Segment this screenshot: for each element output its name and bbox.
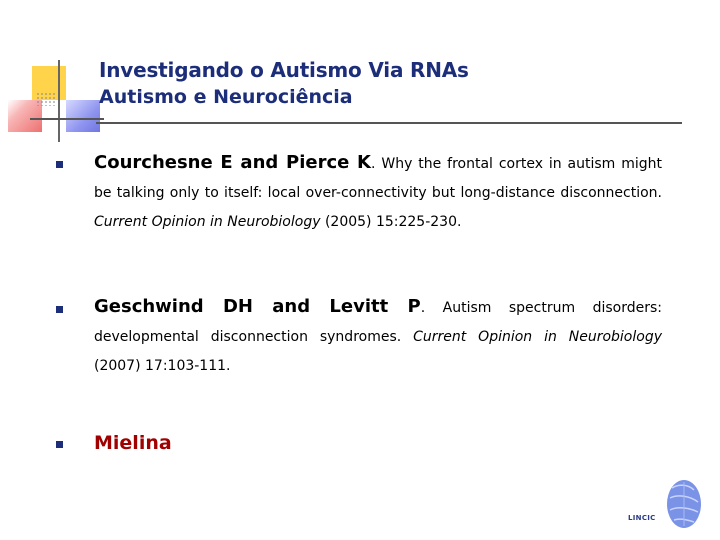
reference-authors-punct: . [420, 300, 426, 316]
reference-item [94, 292, 662, 381]
slide-title: Investigando o Autismo Via RNAs [99, 58, 469, 82]
slide-subtitle: Autismo e Neurociência [99, 86, 353, 108]
reference-authors-punct: . [371, 156, 376, 172]
reference-authors: Geschwind DH and Levitt P [94, 296, 421, 317]
reference-details: (2005) 15:225-230. [324, 214, 462, 230]
decor-dot-pattern [36, 92, 56, 106]
title-divider [96, 122, 682, 124]
reference-title: Autism spectrum disorders: developmental disconnection syndromes. [94, 300, 662, 345]
reference-journal: Current Opinion in Neurobiology [94, 214, 321, 230]
decor-blue-square [66, 100, 100, 132]
reference-authors: Courchesne E and Pierce K [94, 152, 371, 173]
bullet-icon [56, 161, 63, 168]
bullet-icon [56, 306, 63, 313]
bullet-icon [56, 441, 63, 448]
topic-label: Mielina [94, 432, 172, 454]
decor-horizontal-line [30, 118, 104, 120]
reference-title: Why the frontal cortex in autism might be talking only to itself: local over-connectivity but long-distance disconnection. [94, 156, 662, 201]
decor-vertical-line [58, 60, 60, 142]
reference-journal: Current Opinion in Neurobiology [413, 329, 663, 345]
footer-logo-text: LINCIC [628, 514, 656, 522]
brain-icon [628, 478, 704, 532]
reference-item [94, 148, 662, 237]
reference-details: (2007) 17:103-111. [94, 358, 231, 374]
